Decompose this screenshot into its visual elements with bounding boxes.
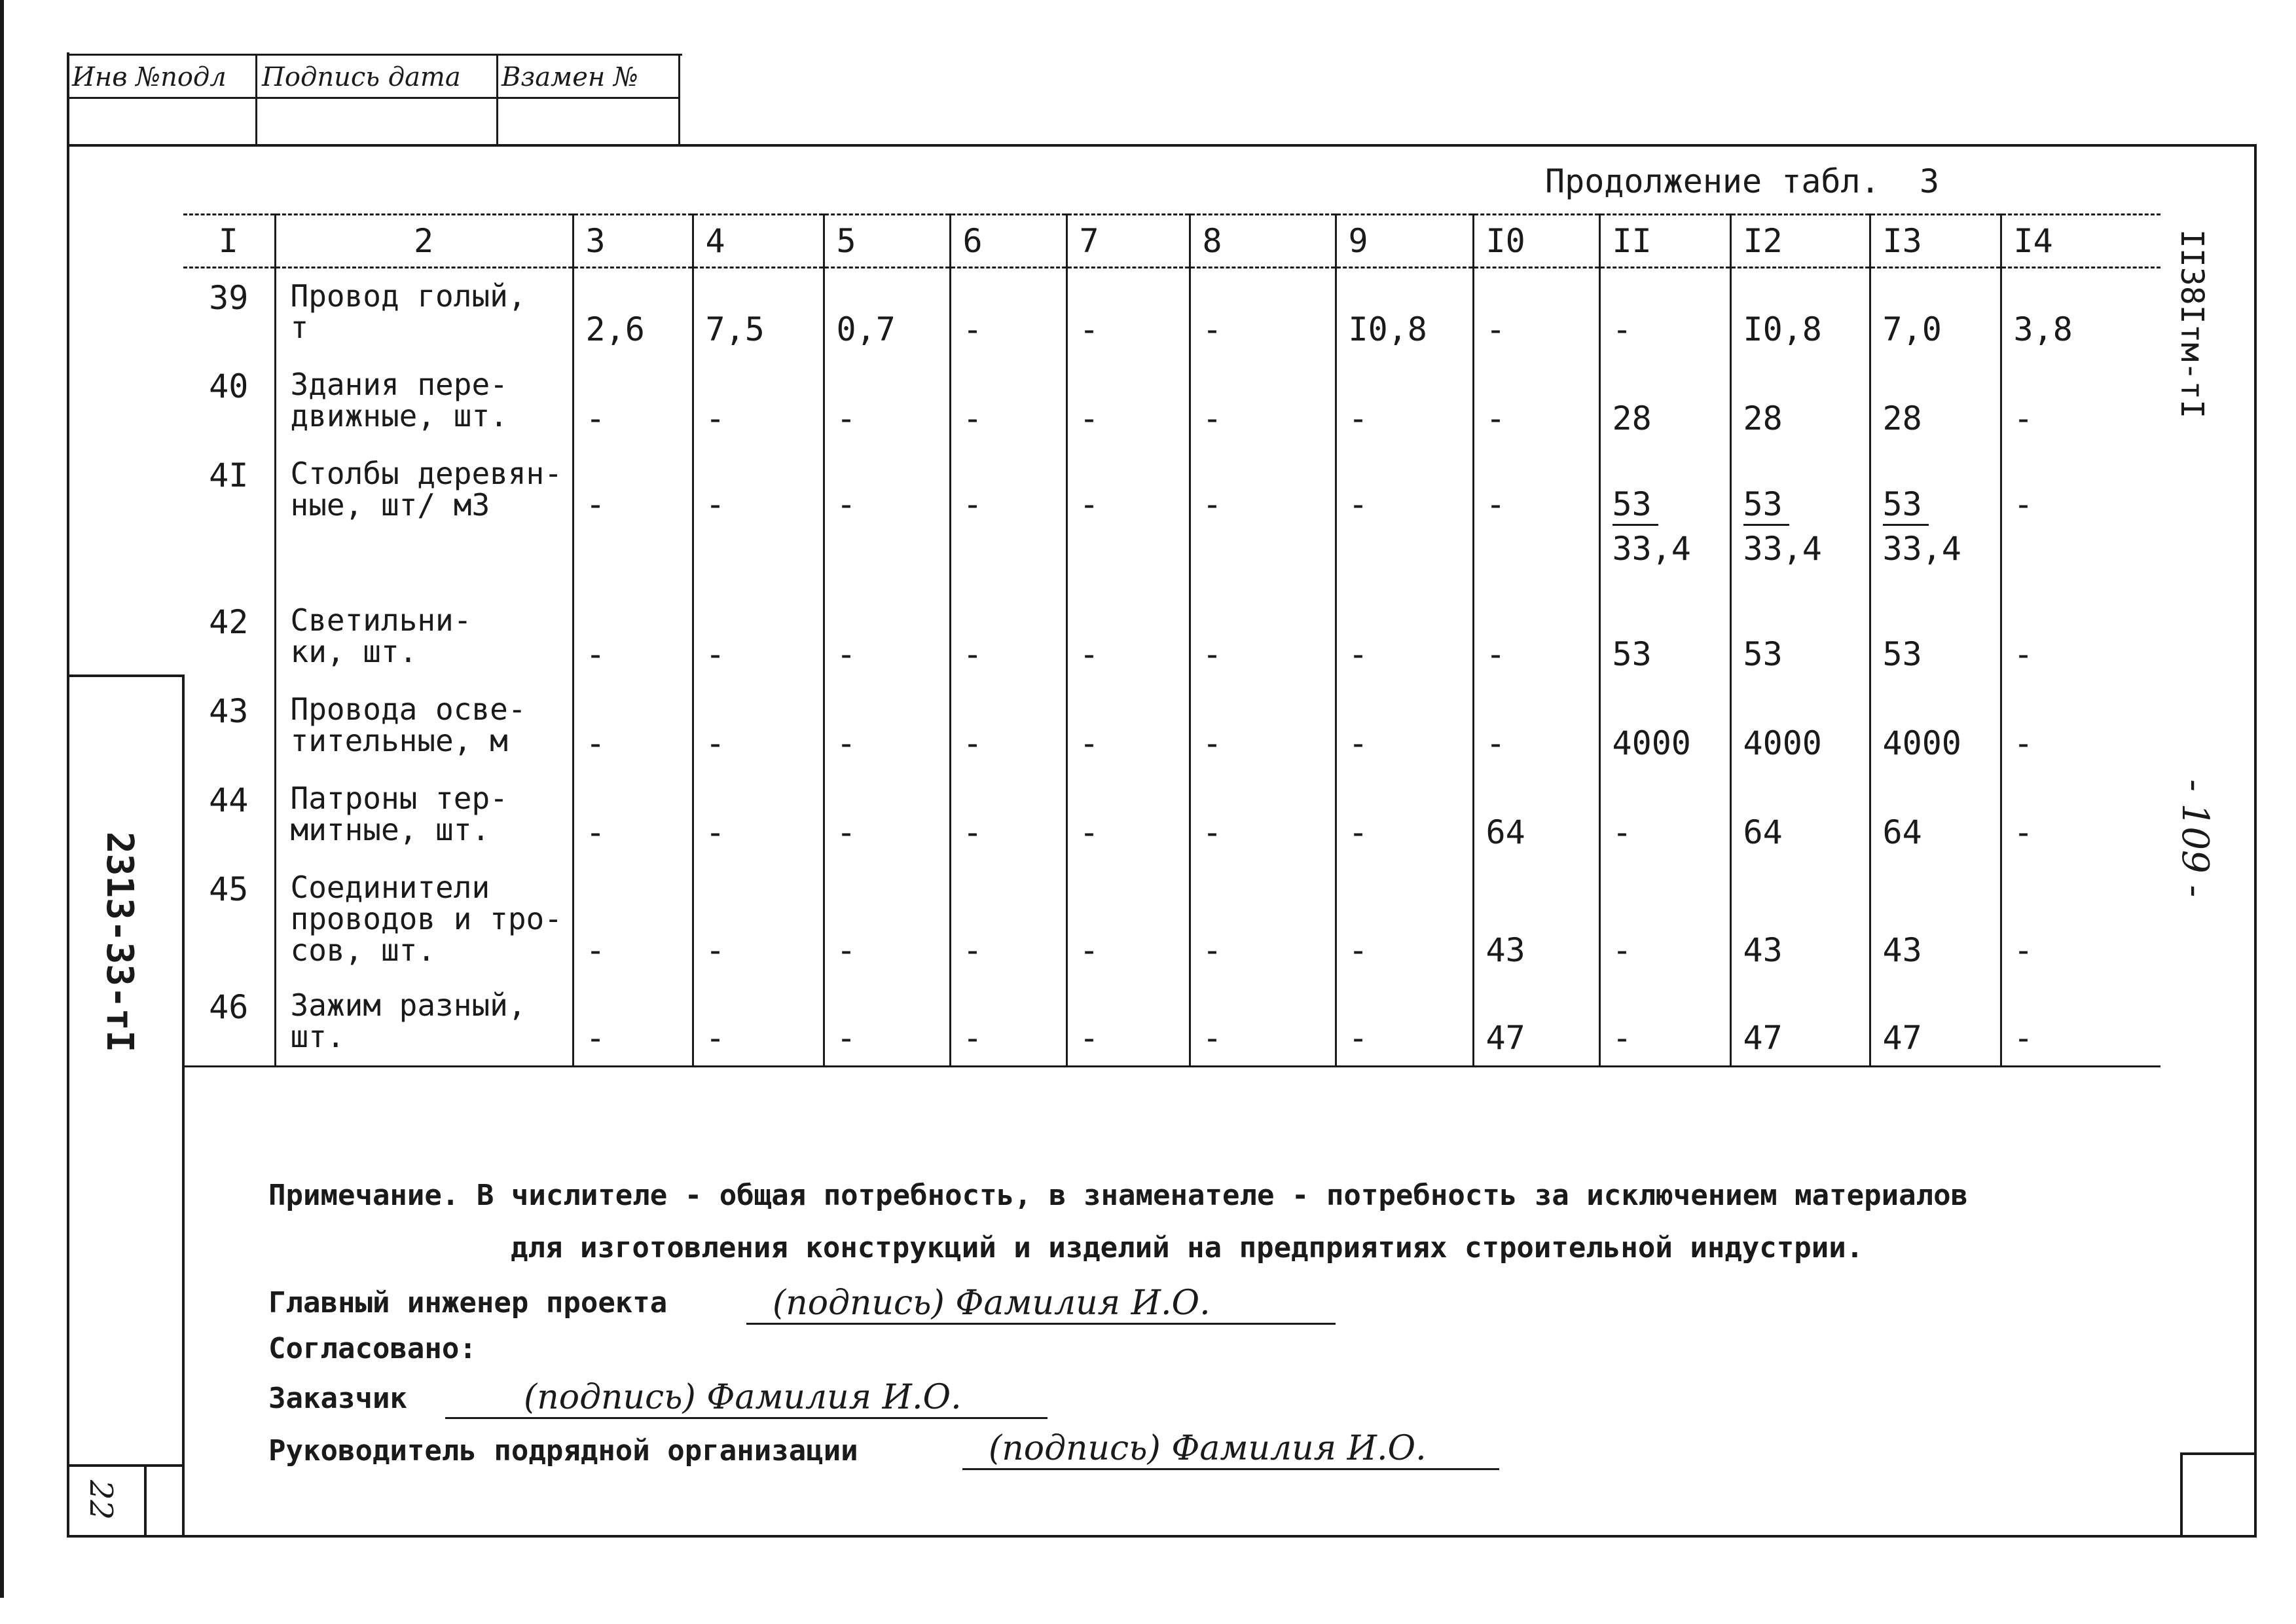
table-cell: I0,8 [1336, 268, 1473, 357]
table-cell: - [1473, 682, 1599, 771]
table-cell: - [2001, 978, 2160, 1067]
side-strip-top-line [67, 674, 183, 677]
table-cell: - [1473, 593, 1599, 682]
table-cell: - [1473, 446, 1599, 593]
table-cell: - [2001, 682, 2160, 771]
table-cell: - [1336, 771, 1473, 860]
column-header: 8 [1190, 215, 1336, 268]
stamp-top-line [67, 54, 682, 56]
table-cell: - [1336, 446, 1473, 593]
table-cell: 43 [1473, 860, 1599, 978]
table-cell: 0,7 [824, 268, 950, 357]
table-cell: - [693, 978, 824, 1067]
column-header: 2 [275, 215, 573, 268]
table-row [183, 771, 2160, 860]
table-cell: - [573, 682, 693, 771]
table-cell: - [1190, 593, 1336, 682]
table-cell: - [1599, 771, 1730, 860]
table-cell: - [1066, 860, 1190, 978]
row-name: Светильни- ки, шт. [275, 593, 573, 682]
note-line-1: Примечание. В числителе - общая потребность, в знаменателе - потребность за исключением материалов [268, 1179, 1969, 1212]
table-row [183, 357, 2160, 446]
table-cell: 2,6 [573, 268, 693, 357]
table-cell: 4000 [1599, 682, 1730, 771]
table-cell: - [693, 446, 824, 593]
table-cell: - [1190, 860, 1336, 978]
table-cell [1599, 446, 1730, 593]
customer-signature: (подпись) Фамилия И.О. [445, 1378, 1048, 1419]
table-cell: - [573, 446, 693, 593]
table-cell: - [1066, 978, 1190, 1067]
table-cell: - [1599, 268, 1730, 357]
table-cell: - [693, 682, 824, 771]
column-header: 9 [1336, 215, 1473, 268]
stamp-div-2 [496, 54, 498, 145]
row-name: Провода осве- тительные, м [275, 682, 573, 771]
table-cell: - [573, 978, 693, 1067]
row-name: Соединители проводов и тро- сов, шт. [275, 860, 573, 978]
table-cell: 53 [1730, 593, 1870, 682]
row-name: Патроны тер- митные, шт. [275, 771, 573, 860]
row-name: Провод голый, т [275, 268, 573, 357]
table-cell: 47 [1870, 978, 2001, 1067]
contractor-signature: (подпись) Фамилия И.О. [962, 1429, 1499, 1470]
table-cell: - [1190, 682, 1336, 771]
column-header: I3 [1870, 215, 2001, 268]
table-row [183, 860, 2160, 978]
continuation-label: Продолжение табл. 3 [1545, 162, 1940, 200]
table-cell: - [693, 357, 824, 446]
row-name: Столбы деревян- ные, шт/ м3 [275, 446, 573, 593]
frame-left-line [67, 52, 69, 1538]
row-name: Здания пере- движные, шт. [275, 357, 573, 446]
table-cell: 43 [1870, 860, 2001, 978]
table-cell: - [950, 978, 1066, 1067]
agreed-label: Согласовано: [268, 1332, 477, 1365]
table-cell: - [573, 771, 693, 860]
column-header: 7 [1066, 215, 1190, 268]
stamp-signature-date: Подпись дата [262, 62, 461, 92]
row-number: 40 [209, 367, 249, 405]
fraction-numerator: 53 [1883, 487, 1929, 526]
table-cell: - [1336, 357, 1473, 446]
table-cell: - [950, 446, 1066, 593]
table-cell: - [2001, 593, 2160, 682]
stamp-div-1 [255, 54, 257, 145]
corner-box-top [2180, 1452, 2256, 1455]
table-cell: - [693, 860, 824, 978]
table-cell: 4000 [1730, 682, 1870, 771]
fraction-denominator: 33,4 [1743, 529, 1822, 568]
table-cell: - [1190, 446, 1336, 593]
table-cell: - [1599, 860, 1730, 978]
frame-right-line [2254, 144, 2257, 1538]
document-code-vertical: II38Iтм-тI [2174, 229, 2210, 418]
row-number: 45 [209, 870, 249, 908]
row-number: 46 [183, 978, 275, 1067]
table-cell: - [1336, 682, 1473, 771]
table-cell: 7,5 [693, 268, 824, 357]
table-cell: - [950, 771, 1066, 860]
customer-label: Заказчик [268, 1382, 407, 1415]
table-cell: 53 [1599, 593, 1730, 682]
row-number: 4I [209, 456, 249, 494]
fraction-denominator: 33,4 [1612, 529, 1691, 568]
row-number: 39 [209, 279, 249, 317]
table-cell: - [1066, 268, 1190, 357]
table-cell: 28 [1599, 357, 1730, 446]
table-cell: - [1190, 978, 1336, 1067]
table-cell: 64 [1730, 771, 1870, 860]
table-cell: 7,0 [1870, 268, 2001, 357]
table-cell: - [1599, 978, 1730, 1067]
frame-top-line [67, 144, 2257, 147]
table-cell: - [1190, 771, 1336, 860]
table-cell: - [2001, 860, 2160, 978]
column-header: I [183, 215, 275, 268]
table-header-row [183, 215, 2160, 268]
stamp-mid-line [67, 97, 680, 99]
sheet-box-divider [144, 1464, 147, 1536]
table-cell: - [824, 682, 950, 771]
fraction-numerator: 53 [1743, 487, 1789, 526]
table-row [183, 978, 2160, 1067]
table-cell: - [2001, 357, 2160, 446]
contractor-label: Руководитель подрядной организации [268, 1434, 858, 1467]
page-mark-vertical: - 109 - [2174, 779, 2216, 898]
table-cell: - [573, 860, 693, 978]
table-cell: 4000 [1870, 682, 2001, 771]
table-cell: - [950, 357, 1066, 446]
table-cell: - [1066, 446, 1190, 593]
table-cell [1870, 446, 2001, 593]
table-cell: - [950, 593, 1066, 682]
fraction-denominator: 33,4 [1882, 529, 1961, 568]
table-cell: 3,8 [2001, 268, 2160, 357]
table-cell: - [1473, 357, 1599, 446]
row-number: 44 [209, 781, 249, 819]
stamp-inv-no: Инв №подл [72, 62, 227, 92]
table-cell: - [1190, 268, 1336, 357]
row-number: 43 [209, 692, 249, 730]
table-cell: 64 [1870, 771, 2001, 860]
table-row [183, 593, 2160, 682]
left-strip-code: 2313-33-тI [98, 832, 141, 1053]
table-cell: - [1066, 357, 1190, 446]
table-cell: - [693, 593, 824, 682]
chief-engineer-signature: (подпись) Фамилия И.О. [746, 1283, 1336, 1325]
table-cell: 28 [1870, 357, 2001, 446]
row-number: 42 [209, 602, 249, 641]
table-cell: - [950, 860, 1066, 978]
chief-engineer-label: Главный инженер проекта [268, 1286, 668, 1320]
table-cell: - [1473, 268, 1599, 357]
table-cell: 53 [1870, 593, 2001, 682]
table-cell: 47 [1730, 978, 1870, 1067]
table-cell: - [824, 593, 950, 682]
column-header: I2 [1730, 215, 1870, 268]
table-cell: 43 [1730, 860, 1870, 978]
left-binding-line [0, 0, 4, 1598]
table-cell: - [824, 771, 950, 860]
materials-table [183, 213, 2160, 1067]
table-cell: - [573, 357, 693, 446]
table-cell: - [573, 593, 693, 682]
table-cell: - [2001, 771, 2160, 860]
table-cell: - [824, 860, 950, 978]
table-row [183, 268, 2160, 357]
column-header: 5 [824, 215, 950, 268]
column-header: II [1599, 215, 1730, 268]
table-cell: - [1336, 593, 1473, 682]
fraction-numerator: 53 [1613, 487, 1658, 526]
table-cell: - [824, 978, 950, 1067]
table-row [183, 682, 2160, 771]
table-cell: 28 [1730, 357, 1870, 446]
table-cell: - [824, 446, 950, 593]
column-header: I4 [2001, 215, 2160, 268]
table-cell: - [1190, 357, 1336, 446]
column-header: I0 [1473, 215, 1599, 268]
stamp-div-3 [678, 54, 680, 145]
table-cell: - [1336, 978, 1473, 1067]
table-cell: 47 [1473, 978, 1599, 1067]
table-cell: I0,8 [1730, 268, 1870, 357]
table-cell: - [1066, 593, 1190, 682]
stamp-replaced-inv: Взамен № [501, 62, 638, 92]
row-name: Зажим разный, шт. [275, 978, 573, 1067]
side-strip-sheet-line [67, 1464, 183, 1467]
table-cell: - [1336, 860, 1473, 978]
table-cell [1730, 446, 1870, 593]
table-cell: - [824, 357, 950, 446]
table-row [183, 446, 2160, 593]
table-cell: - [950, 268, 1066, 357]
table-cell: 64 [1473, 771, 1599, 860]
note-line-2: для изготовления конструкций и изделий на предприятиях строительной индустрии. [511, 1231, 1864, 1264]
column-header: 4 [693, 215, 824, 268]
sheet-number: 22 [82, 1480, 119, 1521]
table-cell: - [1066, 771, 1190, 860]
column-header: 3 [573, 215, 693, 268]
table-cell: - [2001, 446, 2160, 593]
table-cell: - [693, 771, 824, 860]
corner-box-left [2180, 1452, 2183, 1538]
frame-bottom-line [67, 1535, 2257, 1538]
table-cell: - [950, 682, 1066, 771]
column-header: 6 [950, 215, 1066, 268]
table-cell: - [1066, 682, 1190, 771]
